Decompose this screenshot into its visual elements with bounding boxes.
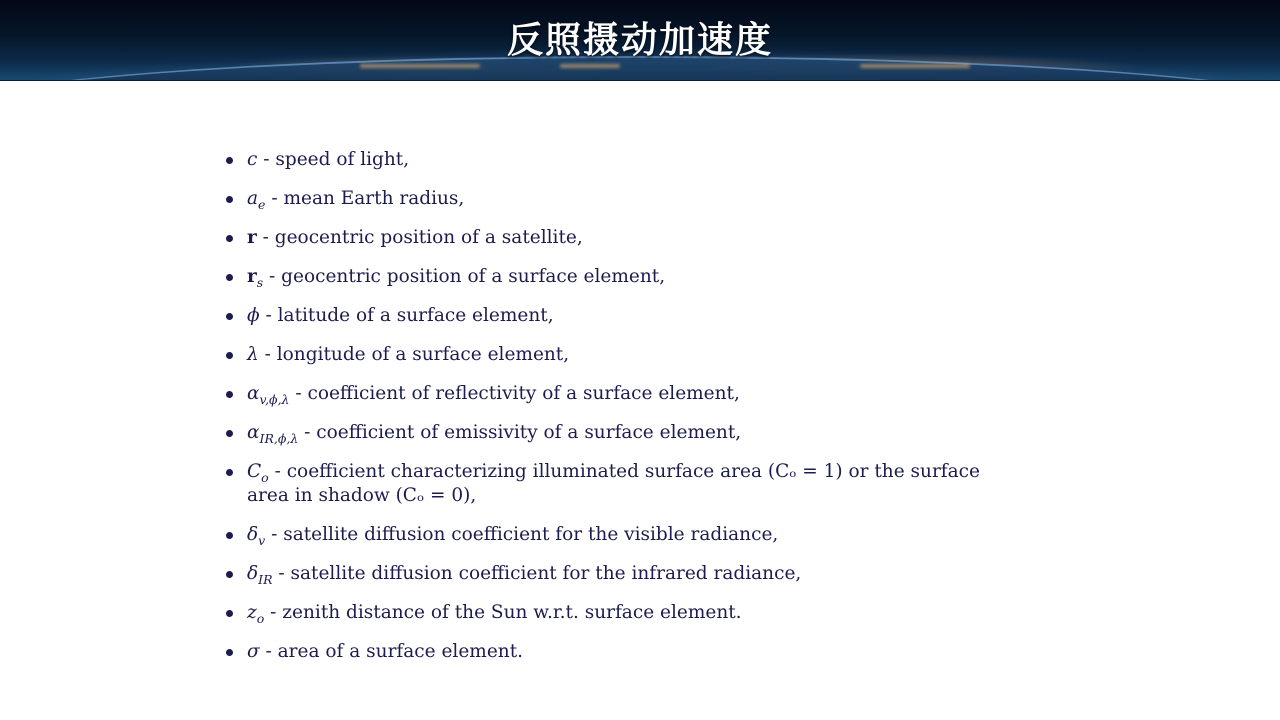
symbol-description: - speed of light, — [257, 149, 410, 170]
symbol-description: - coefficient of emissivity of a surface element, — [298, 422, 742, 443]
list-item — [224, 601, 984, 625]
symbol: c — [247, 149, 258, 170]
symbol: C — [247, 461, 262, 482]
symbol-description: - area of a surface element. — [259, 641, 524, 662]
bullet-icon — [226, 274, 233, 281]
symbol: r — [247, 266, 257, 287]
bullet-icon — [226, 430, 233, 437]
bullet-icon — [226, 649, 233, 656]
bullet-icon — [226, 391, 233, 398]
symbol-description: - geocentric position of a satellite, — [256, 227, 583, 248]
symbol-subscript: v,ϕ,λ — [259, 392, 290, 407]
symbol: z — [247, 602, 257, 623]
symbol: σ — [247, 641, 260, 662]
city-lights-graphic — [560, 64, 620, 68]
bullet-icon — [226, 157, 233, 164]
bullet-icon — [226, 571, 233, 578]
symbol-subscript: IR — [258, 572, 273, 587]
bullet-icon — [226, 313, 233, 320]
symbol: r — [247, 227, 257, 248]
header-banner — [0, 0, 1280, 81]
list-item — [224, 421, 984, 445]
bullet-icon — [226, 610, 233, 617]
list-item — [224, 265, 984, 289]
list-item — [224, 640, 984, 664]
symbol-description: - coefficient of reflectivity of a surface element, — [289, 383, 740, 404]
symbol-description: - mean Earth radius, — [265, 188, 465, 209]
symbol: α — [247, 383, 260, 404]
slide-title: 反照摄动加速度 — [506, 20, 773, 61]
list-item — [224, 304, 984, 328]
list-item — [224, 460, 984, 508]
list-item — [224, 562, 984, 586]
symbol: α — [247, 422, 260, 443]
symbol-description: - satellite diffusion coefficient for the visible radiance, — [265, 524, 779, 545]
symbol-definition-list — [224, 148, 984, 679]
symbol: δ — [247, 563, 259, 584]
symbol-subscript: v — [258, 533, 266, 548]
city-lights-graphic — [860, 64, 970, 68]
symbol-subscript: IR,ϕ,λ — [259, 431, 299, 446]
symbol: δ — [247, 524, 259, 545]
list-item — [224, 226, 984, 250]
city-lights-graphic — [360, 64, 480, 68]
symbol: λ — [247, 344, 259, 365]
symbol-subscript: o — [256, 611, 265, 626]
bullet-icon — [226, 352, 233, 359]
list-item — [224, 148, 984, 172]
bullet-icon — [226, 532, 233, 539]
bullet-icon — [226, 196, 233, 203]
list-item — [224, 343, 984, 367]
symbol-description: - geocentric position of a surface element, — [263, 266, 666, 287]
symbol-description: - satellite diffusion coefficient for the infrared radiance, — [272, 563, 802, 584]
symbol: ϕ — [247, 305, 260, 326]
bullet-icon — [226, 469, 233, 476]
symbol-subscript: e — [258, 197, 266, 212]
list-item — [224, 523, 984, 547]
symbol-description: - coefficient characterizing illuminated surface area (Cₒ = 1) or the surface area in shadow (Cₒ = 0), — [247, 461, 980, 506]
symbol-subscript: o — [261, 470, 269, 485]
symbol: a — [247, 188, 259, 209]
symbol-subscript: s — [256, 275, 264, 290]
symbol-description: - zenith distance of the Sun w.r.t. surface element. — [264, 602, 742, 623]
list-item — [224, 187, 984, 211]
list-item — [224, 382, 984, 406]
bullet-icon — [226, 235, 233, 242]
symbol-description: - longitude of a surface element, — [258, 344, 570, 365]
symbol-description: - latitude of a surface element, — [259, 305, 554, 326]
